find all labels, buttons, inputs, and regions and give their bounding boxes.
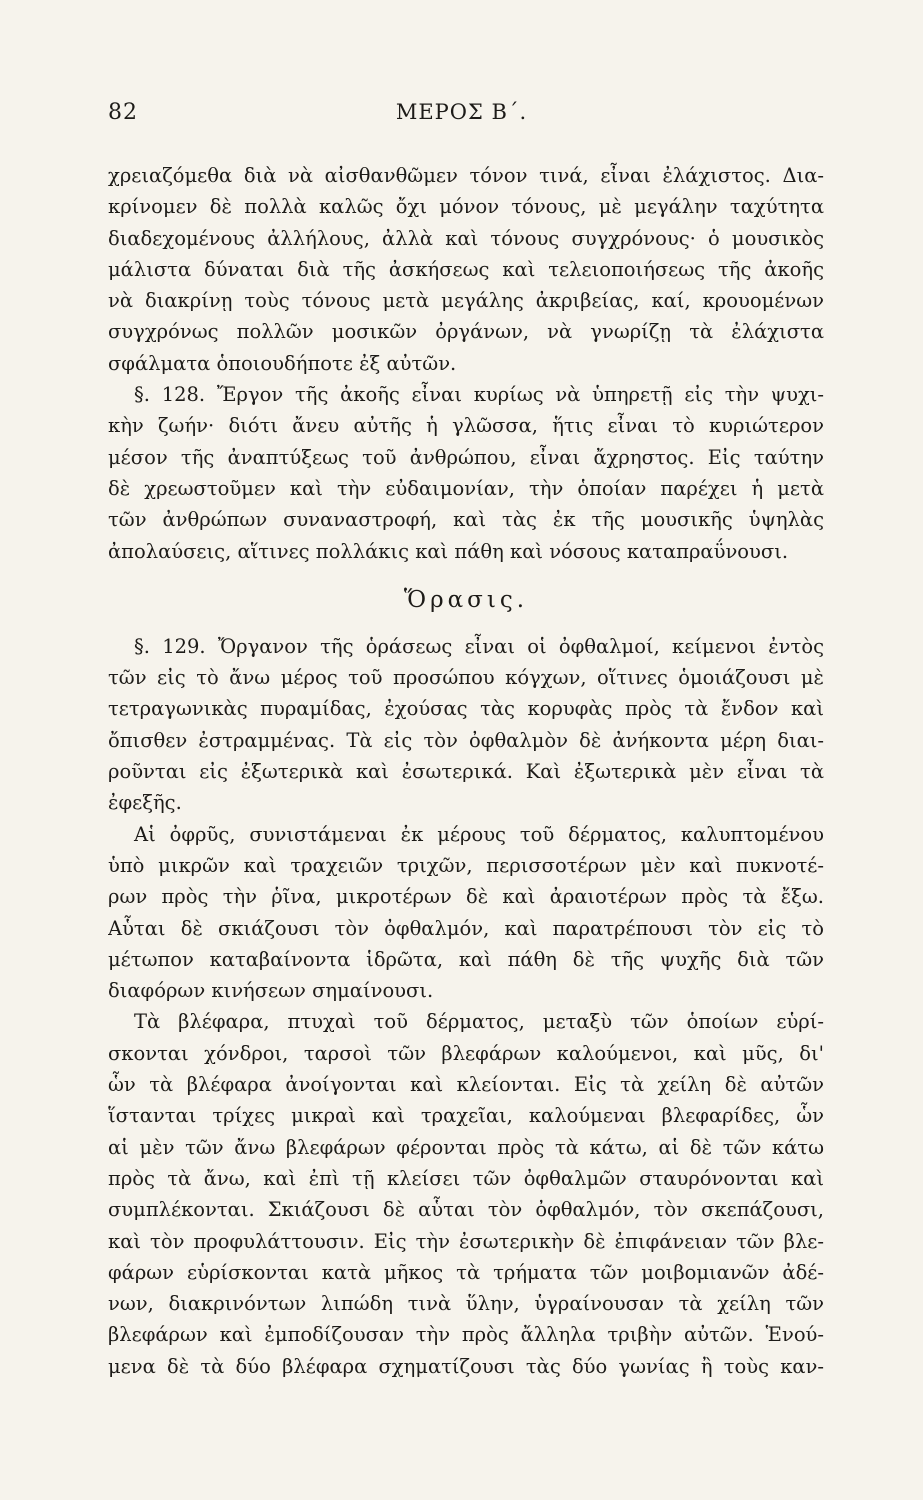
text-line: §. 128. Ἔργον τῆς ἀκοῆς εἶναι κυρίως νὰ ὑπηρετῇ εἰς τὴν ψυχι- <box>134 383 824 407</box>
text-line: σφάλματα ὁποιουδήποτε ἐξ αὐτῶν. <box>108 351 457 375</box>
text-line: συγχρόνως πολλῶν μοσικῶν ὀργάνων, νὰ γνωρίζῃ τὰ ἐλάχιστα <box>108 320 824 344</box>
text-line: ὄπισθεν ἐστραμμένας. Τὰ εἰς τὸν ὀφθαλμὸν δὲ ἀνήκοντα μέρη διαι- <box>108 728 824 752</box>
text-line: χρειαζόμεθα διὰ νὰ αἰσθανθῶμεν τόνον τινά, εἶναι ἐλάχιστος. Δια- <box>108 164 824 187</box>
text-line: ρων πρὸς τὴν ῥῖνα, μικροτέρων δὲ καὶ ἀραιοτέρων πρὸς τὰ ἔξω. <box>108 885 824 909</box>
text-line: ὑπὸ μικρῶν καὶ τραχειῶν τριχῶν, περισσοτέρων μὲν καὶ πυκνοτέ- <box>108 853 824 877</box>
text-line: κὴν ζωήν· διότι ἄνευ αὐτῆς ἡ γλῶσσα, ἥτις εἶναι τὸ κυριώτερον <box>108 414 824 438</box>
text-line: καὶ τὸν προφυλάττουσιν. Εἰς τὴν ἐσωτερικὴν δὲ ἐπιφάνειαν τῶν βλε- <box>108 1229 824 1253</box>
text-line: διαφόρων κινήσεων σημαίνουσι. <box>108 979 434 1003</box>
text-line: φάρων εὑρίσκονται κατὰ μῆκος τὰ τρήματα τῶν μοιβομιανῶν ἀδέ- <box>108 1260 824 1284</box>
text-line: ροῦνται εἰς ἐξωτερικὰ καὶ ἐσωτερικά. Καὶ ἐξωτερικὰ μὲν εἶναι τὰ <box>108 760 824 784</box>
text-line: ἀπολαύσεις, αἵτινες πολλάκις καὶ πάθη καὶ νόσους καταπραΰνουσι. <box>108 539 789 563</box>
text-line: νὰ διακρίνῃ τοὺς τόνους μετὰ μεγάλης ἀκριβείας, καί, κρουομένων <box>108 289 824 313</box>
running-head: ΜΕΡΟΣ Β΄. <box>395 100 528 124</box>
text-line: μέσον τῆς ἀναπτύξεως τοῦ ἀνθρώπου, εἶναι ἄχρηστος. Εἰς ταύτην <box>108 445 824 469</box>
text-line: τῶν ἀνθρώπων συναναστροφή, καὶ τὰς ἐκ τῆς μουσικῆς ὑψηλὰς <box>108 508 824 532</box>
text-line: Αὗται δὲ σκιάζουσι τὸν ὀφθαλμόν, καὶ παρατρέπουσι τὸν εἰς τὸ <box>108 916 824 940</box>
text-line: σκονται χόνδροι, ταρσοὶ τῶν βλεφάρων καλούμενοι, καὶ μῦς, δι' <box>108 1041 824 1065</box>
text-line: ὧν τὰ βλέφαρα ἀνοίγονται καὶ κλείονται. Εἰς τὰ χείλη δὲ αὐτῶν <box>108 1073 824 1097</box>
spacer <box>108 623 824 631</box>
body-text <box>108 160 824 1382</box>
text-line: ἵστανται τρίχες μικραὶ καὶ τραχεῖαι, καλούμεναι βλεφαρίδες, ὧν <box>108 1104 824 1128</box>
text-line: τετραγωνικὰς πυραμίδας, ἐχούσας τὰς κορυφὰς πρὸς τὰ ἔνδον καὶ <box>108 697 824 721</box>
text-line: μενα δὲ τὰ δύο βλέφαρα σχηματίζουσι τὰς δύο γωνίας ἢ τοὺς καν- <box>108 1354 824 1378</box>
text-line: §. 129. Ὄργανον τῆς ὁράσεως εἶναι οἱ ὀφθαλμοί, κείμενοι ἐντὸς <box>134 634 824 658</box>
text-line: νων, διακρινόντων λιπώδη τινὰ ὕλην, ὑγραίνουσαν τὰ χείλη τῶν <box>108 1292 824 1316</box>
text-line: δὲ χρεωστοῦμεν καὶ τὴν εὐδαιμονίαν, τὴν ὁποίαν παρέχει ἡ μετὰ <box>108 476 824 500</box>
text-line: μέτωπον καταβαίνοντα ἱδρῶτα, καὶ πάθη δὲ τῆς ψυχῆς διὰ τῶν <box>108 947 824 971</box>
text-line: μάλιστα δύναται διὰ τῆς ἀσκήσεως καὶ τελειοποιήσεως τῆς ἀκοῆς <box>108 257 824 281</box>
text-line: Τὰ βλέφαρα, πτυχαὶ τοῦ δέρματος, μεταξὺ τῶν ὁποίων εὑρί- <box>134 1010 824 1034</box>
text-line: Αἱ ὀφρῦς, συνιστάμεναι ἐκ μέρους τοῦ δέρματος, καλυπτομένου <box>134 822 824 846</box>
text-line: βλεφάρων καὶ ἐμποδίζουσαν τὴν πρὸς ἄλληλα τριβὴν αὐτῶν. Ἑνού- <box>108 1323 824 1347</box>
text-line: συμπλέκονται. Σκιάζουσι δὲ αὗται τὸν ὀφθαλμόν, τὸν σκεπάζουσι, <box>108 1198 824 1222</box>
page-number: 82 <box>108 100 138 125</box>
text-line: τῶν εἰς τὸ ἄνω μέρος τοῦ προσώπου κόγχων, οἵτινες ὁμοιάζουσι μὲ <box>108 666 824 690</box>
text-line: ἐφεξῆς. <box>108 791 182 815</box>
text-line: διαδεχομένους ἀλλήλους, ἀλλὰ καὶ τόνους συγχρόνους· ὁ μουσικὸς <box>108 226 824 250</box>
text-line: πρὸς τὰ ἄνω, καὶ ἐπὶ τῇ κλείσει τῶν ὀφθαλμῶν σταυρόνονται καὶ <box>108 1166 824 1190</box>
section-heading: Ὅρασις. <box>403 586 529 613</box>
text-line: αἱ μὲν τῶν ἄνω βλεφάρων φέρονται πρὸς τὰ κάτω, αἱ δὲ τῶν κάτω <box>108 1135 824 1159</box>
text-line: κρίνομεν δὲ πολλὰ καλῶς ὄχι μόνον τόνους, μὲ μεγάλην ταχύτητα <box>108 195 824 219</box>
